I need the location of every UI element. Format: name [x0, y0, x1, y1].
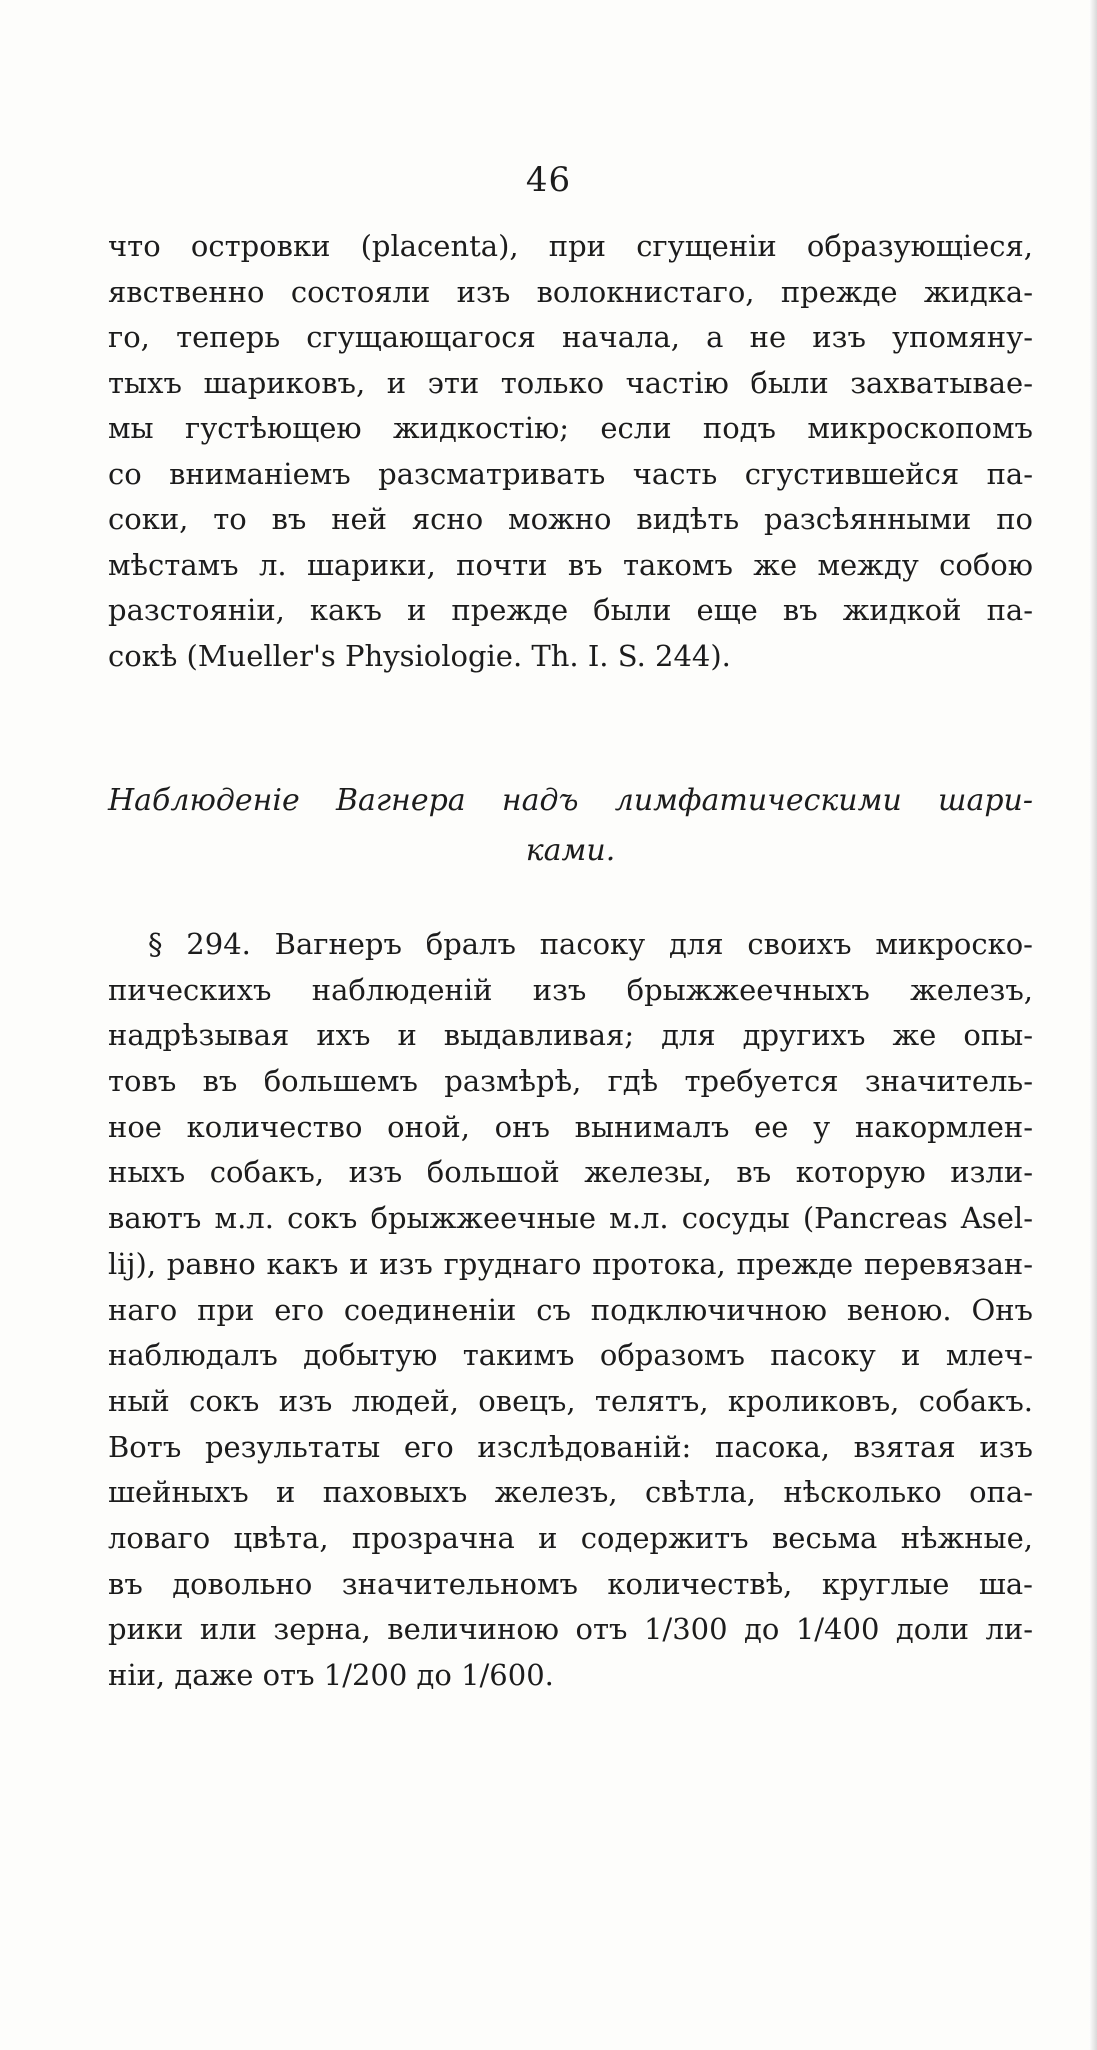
- text-line: въ довольно значительномъ количествѣ, круглые ша-: [108, 1566, 1033, 1601]
- text-line: § 294. Вагнеръ бралъ пасоку для своихъ микроско-: [148, 927, 1033, 961]
- text-line: разстояніи, какъ и прежде были еще въ жидкой па-: [108, 593, 1033, 627]
- text-line: наблюдалъ добытую такимъ образомъ пасоку и млеч-: [108, 1338, 1033, 1373]
- text-line: явственно состояли изъ волокнистаго, прежде жидка-: [108, 274, 1033, 309]
- text-line: ное количество оной, онъ вынималъ ее у накормлен-: [108, 1109, 1033, 1144]
- text-line: ніи, даже отъ 1/200 до 1/600.: [108, 1658, 554, 1692]
- page-edge-shadow: [1089, 0, 1097, 2050]
- text-line: ный сокъ изъ людей, овецъ, телятъ, кроликовъ, собакъ.: [108, 1383, 1033, 1418]
- text-line: мы густѣющею жидкостію; если подъ микроскопомъ: [108, 411, 1033, 445]
- text-line: пическихъ наблюденій изъ брыжжеечныхъ железъ,: [108, 972, 1033, 1007]
- text-line: тыхъ шариковъ, и эти только частію были захватывае-: [108, 365, 1033, 400]
- text-line: ваютъ м.л. сокъ брыжжеечные м.л. сосуды (Pancreas Asel-: [108, 1201, 1033, 1236]
- text-line: рики или зерна, величиною отъ 1/300 до 1/400 доли ли-: [108, 1612, 1033, 1647]
- paragraph-2: [108, 922, 1033, 1699]
- text-line: что островки (placenta), при сгущеніи образующіеся,: [108, 229, 1033, 263]
- text-line: со вниманіемъ разсматривать часть сгустившейся па-: [108, 456, 1033, 491]
- text-line: соки, то въ ней ясно можно видѣть разсѣянными по: [108, 502, 1033, 536]
- paragraph-1: [108, 224, 1033, 679]
- section-heading: [108, 776, 1033, 876]
- text-line: ныхъ собакъ, изъ большой железы, въ которую изли-: [108, 1155, 1033, 1190]
- text-line: надрѣзывая ихъ и выдавливая; для другихъ же опы-: [108, 1018, 1033, 1053]
- text-line: ловаго цвѣта, прозрачна и содержитъ весьма нѣжные,: [108, 1520, 1033, 1555]
- text-line: Вотъ результаты его изслѣдованій: пасока, взятая изъ: [108, 1429, 1033, 1464]
- text-line: мѣстамъ л. шарики, почти въ такомъ же между собою: [108, 547, 1033, 582]
- page-number: 46: [525, 160, 572, 200]
- text-line: товъ въ большемъ размѣрѣ, гдѣ требуется значитель-: [108, 1064, 1033, 1099]
- text-line: lij), равно какъ и изъ груднаго протока, прежде перевязан-: [108, 1246, 1033, 1281]
- text-line: го, теперь сгущающагося начала, а не изъ упомяну-: [108, 320, 1033, 354]
- heading-line: Наблюденіе Вагнера надъ лимфатическими шари-: [108, 783, 1033, 818]
- heading-line: ками.: [525, 833, 616, 868]
- text-line: наго при его соединеніи съ подключичною веною. Онъ: [108, 1292, 1033, 1327]
- text-line: сокѣ (Mueller's Physiologie. Th. I. S. 244).: [108, 638, 731, 673]
- text-line: шейныхъ и паховыхъ железъ, свѣтла, нѣсколько опа-: [108, 1475, 1033, 1510]
